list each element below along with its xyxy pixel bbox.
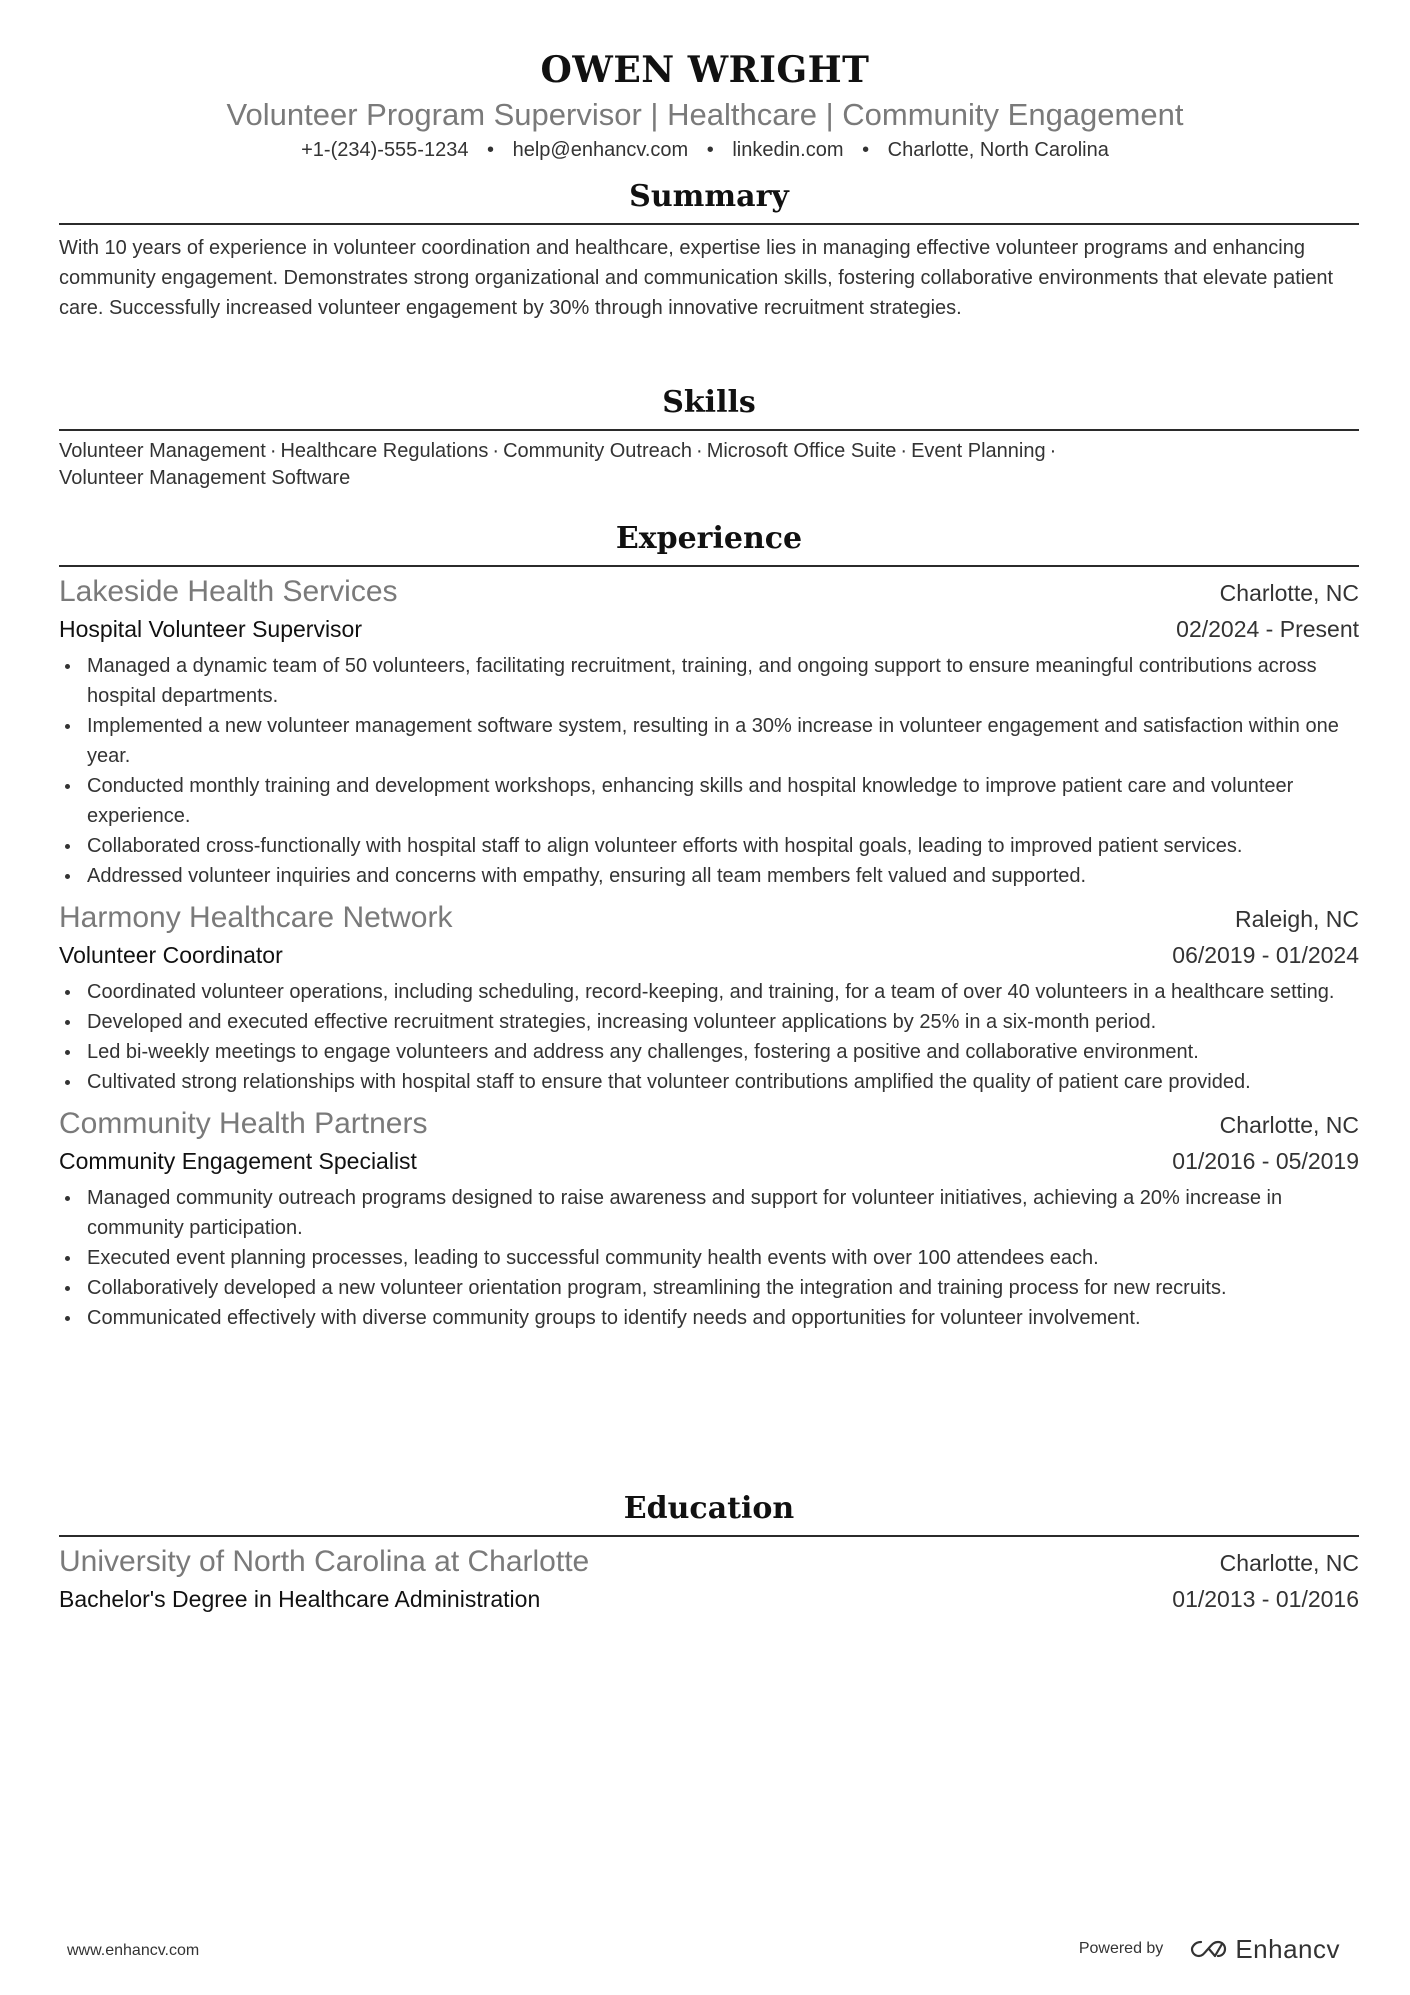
achievement-list [59,1183,1359,1333]
skills-section [59,383,1359,492]
skill-item: Volunteer Management [59,440,266,462]
footer-branding [1079,1934,1340,1964]
enhancv-logo-icon [1189,1938,1229,1960]
school-name: University of North Carolina at Charlotte [59,1545,590,1578]
brand-name: Enhancv [1235,1934,1340,1964]
list-item: Collaborated cross-functionally with hospital staff to align volunteer efforts with hospital goals, leading to improved patient services. [59,831,1359,861]
powered-by-label: Powered by [1078,1940,1164,1957]
contact-phone: +1-(234)-555-1234 [301,139,469,161]
bullet-separator: • [862,139,870,161]
education-entry [59,1543,1359,1617]
company-name: Community Health Partners [59,1107,428,1140]
section-divider [59,1535,1359,1537]
section-title-experience: Experience [615,521,803,556]
experience-section [59,519,1359,1333]
skill-item: Volunteer Management Software [59,467,351,489]
contact-location: Charlotte, North Carolina [887,139,1109,161]
footer-website[interactable]: www.enhancv.com [67,1942,200,1959]
list-item: Coordinated volunteer operations, including scheduling, record-keeping, and training, for a team of over 40 volunteers in a healthcare setting. [59,977,1359,1007]
contact-linkedin[interactable]: linkedin.com [732,139,844,161]
job-dates: 01/2016 - 05/2019 [1172,1148,1359,1174]
list-item: Executed event planning processes, leading to successful community health events with over 100 attendees each. [59,1243,1359,1273]
section-divider [59,565,1359,567]
list-item: Cultivated strong relationships with hospital staff to ensure that volunteer contributions amplified the quality of patient care provided. [59,1067,1359,1097]
summary-section [59,177,1359,323]
company-name: Lakeside Health Services [59,575,398,608]
list-item: Managed a dynamic team of 50 volunteers, facilitating recruitment, training, and ongoing support to ensure meaningful contributions across hospital departments. [59,651,1359,711]
job-title: Volunteer Coordinator [59,942,283,968]
list-item: Communicated effectively with diverse community groups to identify needs and opportunities for volunteer involvement. [59,1303,1359,1333]
degree-title: Bachelor's Degree in Healthcare Administration [59,1586,541,1612]
achievement-list [59,977,1359,1097]
list-item: Managed community outreach programs designed to raise awareness and support for volunteer initiatives, achieving a 20% increase in community participation. [59,1183,1359,1243]
section-divider [59,223,1359,225]
enhancv-brand-link[interactable] [1189,1934,1340,1964]
list-item: Developed and executed effective recruitment strategies, increasing volunteer applications by 25% in a six-month period. [59,1007,1359,1037]
job-location: Charlotte, NC [1219,1112,1359,1138]
candidate-name: OWEN WRIGHT [540,49,870,91]
experience-entry [59,1105,1359,1333]
job-title: Hospital Volunteer Supervisor [59,616,362,642]
section-title-skills: Skills [662,385,756,420]
list-item: Conducted monthly training and development workshops, enhancing skills and hospital knowledge to improve patient care and volunteer experience. [59,771,1359,831]
bullet-separator: • [487,139,495,161]
contact-email[interactable]: help@enhancv.com [512,139,689,161]
candidate-headline: Volunteer Program Supervisor | Healthcare | Community Engagement [226,97,1184,132]
achievement-list [59,651,1359,891]
list-item: Addressed volunteer inquiries and concerns with empathy, ensuring all team members felt valued and supported. [59,861,1359,891]
company-name: Harmony Healthcare Network [59,901,453,934]
list-item: Led bi-weekly meetings to engage volunteers and address any challenges, fostering a positive and collaborative environment. [59,1037,1359,1067]
list-item: Implemented a new volunteer management software system, resulting in a 30% increase in volunteer engagement and satisfaction within one year. [59,711,1359,771]
experience-entry [59,899,1359,1097]
job-location: Raleigh, NC [1235,906,1359,932]
skill-item: Microsoft Office Suite [706,440,897,462]
education-section [59,1489,1359,1617]
list-item: Collaboratively developed a new volunteer orientation program, streamlining the integration and training process for new recruits. [59,1273,1359,1303]
school-location: Charlotte, NC [1219,1550,1359,1576]
job-dates: 06/2019 - 01/2024 [1172,942,1359,968]
skill-item: Event Planning [911,440,1046,462]
resume-header [0,46,1410,164]
skill-item: Community Outreach [503,440,693,462]
section-divider [59,429,1359,431]
job-location: Charlotte, NC [1219,580,1359,606]
job-title: Community Engagement Specialist [59,1148,417,1174]
bullet-separator: • [706,139,714,161]
job-dates: 02/2024 - Present [1176,616,1359,642]
section-title-summary: Summary [629,179,789,214]
skill-item: Healthcare Regulations [280,440,489,462]
skills-list: Volunteer Management · Healthcare Regulations · Community Outreach · Microsoft Office Suite · Event Planning · Volunteer Management Software [59,440,1057,489]
experience-entry [59,573,1359,891]
section-title-education: Education [623,1491,795,1526]
contact-line [0,136,1410,164]
summary-text: With 10 years of experience in volunteer coordination and healthcare, expertise lies in managing effective volunteer programs and enhancing community engagement. Demonstrates strong organizational and communication skills, fostering collaborative environments that elevate patient care. Successfully increased volunteer engagement by 30% through innovative recruitment strategies. [59,237,1334,319]
education-dates: 01/2013 - 01/2016 [1172,1586,1359,1612]
